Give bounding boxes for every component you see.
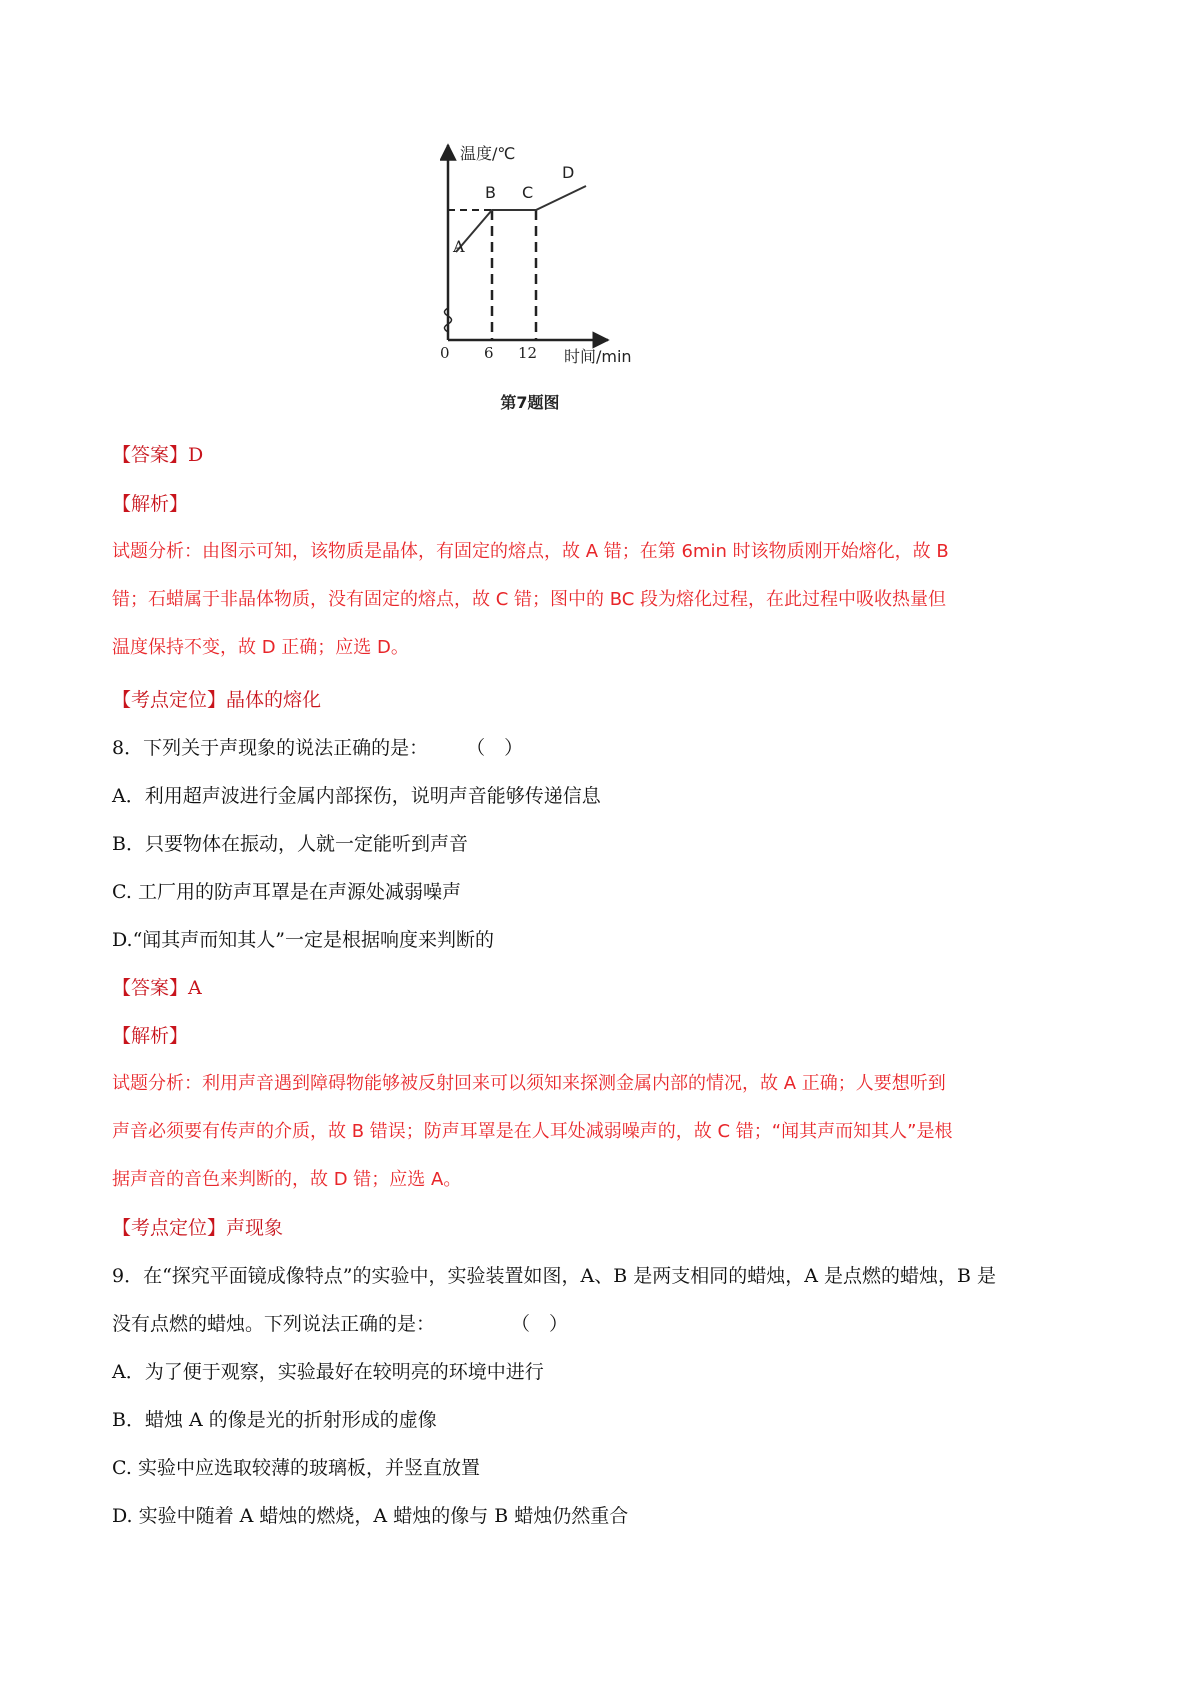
q7-analysis-line: 试题分析：由图示可知，该物质是晶体，有固定的熔点，故 A 错；在第 6min 时该物质刚开始熔化，故 B <box>112 541 949 562</box>
x-axis-label: 时间/min <box>564 347 632 366</box>
q9-option-a: A．为了便于观察，实验最好在较明亮的环境中进行 <box>112 1361 544 1383</box>
point-label-b: B <box>485 183 496 202</box>
q8-analysis-line: 据声音的音色来判断的，故 D 错；应选 A。 <box>112 1169 462 1190</box>
point-label-a: A <box>453 237 465 256</box>
melting-graph <box>440 140 710 390</box>
q7-answer: 【答案】D <box>112 444 204 466</box>
point-label-c: C <box>522 183 534 202</box>
q9-option-b: B．蜡烛 A 的像是光的折射形成的虚像 <box>112 1409 437 1431</box>
q8-analysis-line: 试题分析：利用声音遇到障碍物能够被反射回来可以须知来探测金属内部的情况，故 A 正确；人要想听到 <box>112 1073 946 1094</box>
y-axis-label: 温度/℃ <box>460 144 516 163</box>
x-tick-12: 12 <box>518 344 538 362</box>
q8-topic: 【考点定位】声现象 <box>112 1217 284 1239</box>
q8-option-d: D.“闻其声而知其人”一定是根据响度来判断的 <box>112 929 495 951</box>
x-tick-0: 0 <box>440 344 450 362</box>
point-label-d: D <box>562 163 575 182</box>
q9-option-c: C. 实验中应选取较薄的玻璃板，并竖直放置 <box>112 1457 480 1479</box>
q8-stem: 8．下列关于声现象的说法正确的是： （ ） <box>112 737 524 759</box>
q9-stem-line: 9．在“探究平面镜成像特点”的实验中，实验装置如图，A、B 是两支相同的蜡烛，A 是点燃的蜡烛，B 是 <box>112 1265 997 1287</box>
q9-stem-line: 没有点燃的蜡烛。下列说法正确的是： （ ） <box>112 1313 569 1335</box>
q8-analysis-title: 【解析】 <box>112 1025 189 1047</box>
q7-analysis-title: 【解析】 <box>112 493 189 515</box>
figure-caption: 第7题图 <box>500 393 560 412</box>
q7-topic: 【考点定位】晶体的熔化 <box>112 689 322 711</box>
q8-option-a: A．利用超声波进行金属内部探伤，说明声音能够传递信息 <box>112 785 601 807</box>
q8-analysis-line: 声音必须要有传声的介质，故 B 错误；防声耳罩是在人耳处减弱噪声的，故 C 错；“闻其声而知其人”是根 <box>112 1121 953 1142</box>
temperature-curve <box>456 186 586 252</box>
q7-analysis-line: 温度保持不变，故 D 正确；应选 D。 <box>112 637 409 658</box>
q8-option-b: B．只要物体在振动，人就一定能听到声音 <box>112 833 468 855</box>
q9-option-d: D. 实验中随着 A 蜡烛的燃烧，A 蜡烛的像与 B 蜡烛仍然重合 <box>112 1505 629 1527</box>
melting-graph-figure <box>440 140 710 425</box>
q7-analysis-line: 错；石蜡属于非晶体物质，没有固定的熔点，故 C 错；图中的 BC 段为熔化过程，在此过程中吸收热量但 <box>112 589 947 610</box>
x-tick-6: 6 <box>484 344 494 362</box>
q8-answer: 【答案】A <box>112 977 202 999</box>
q8-option-c: C. 工厂用的防声耳罩是在声源处减弱噪声 <box>112 881 461 903</box>
